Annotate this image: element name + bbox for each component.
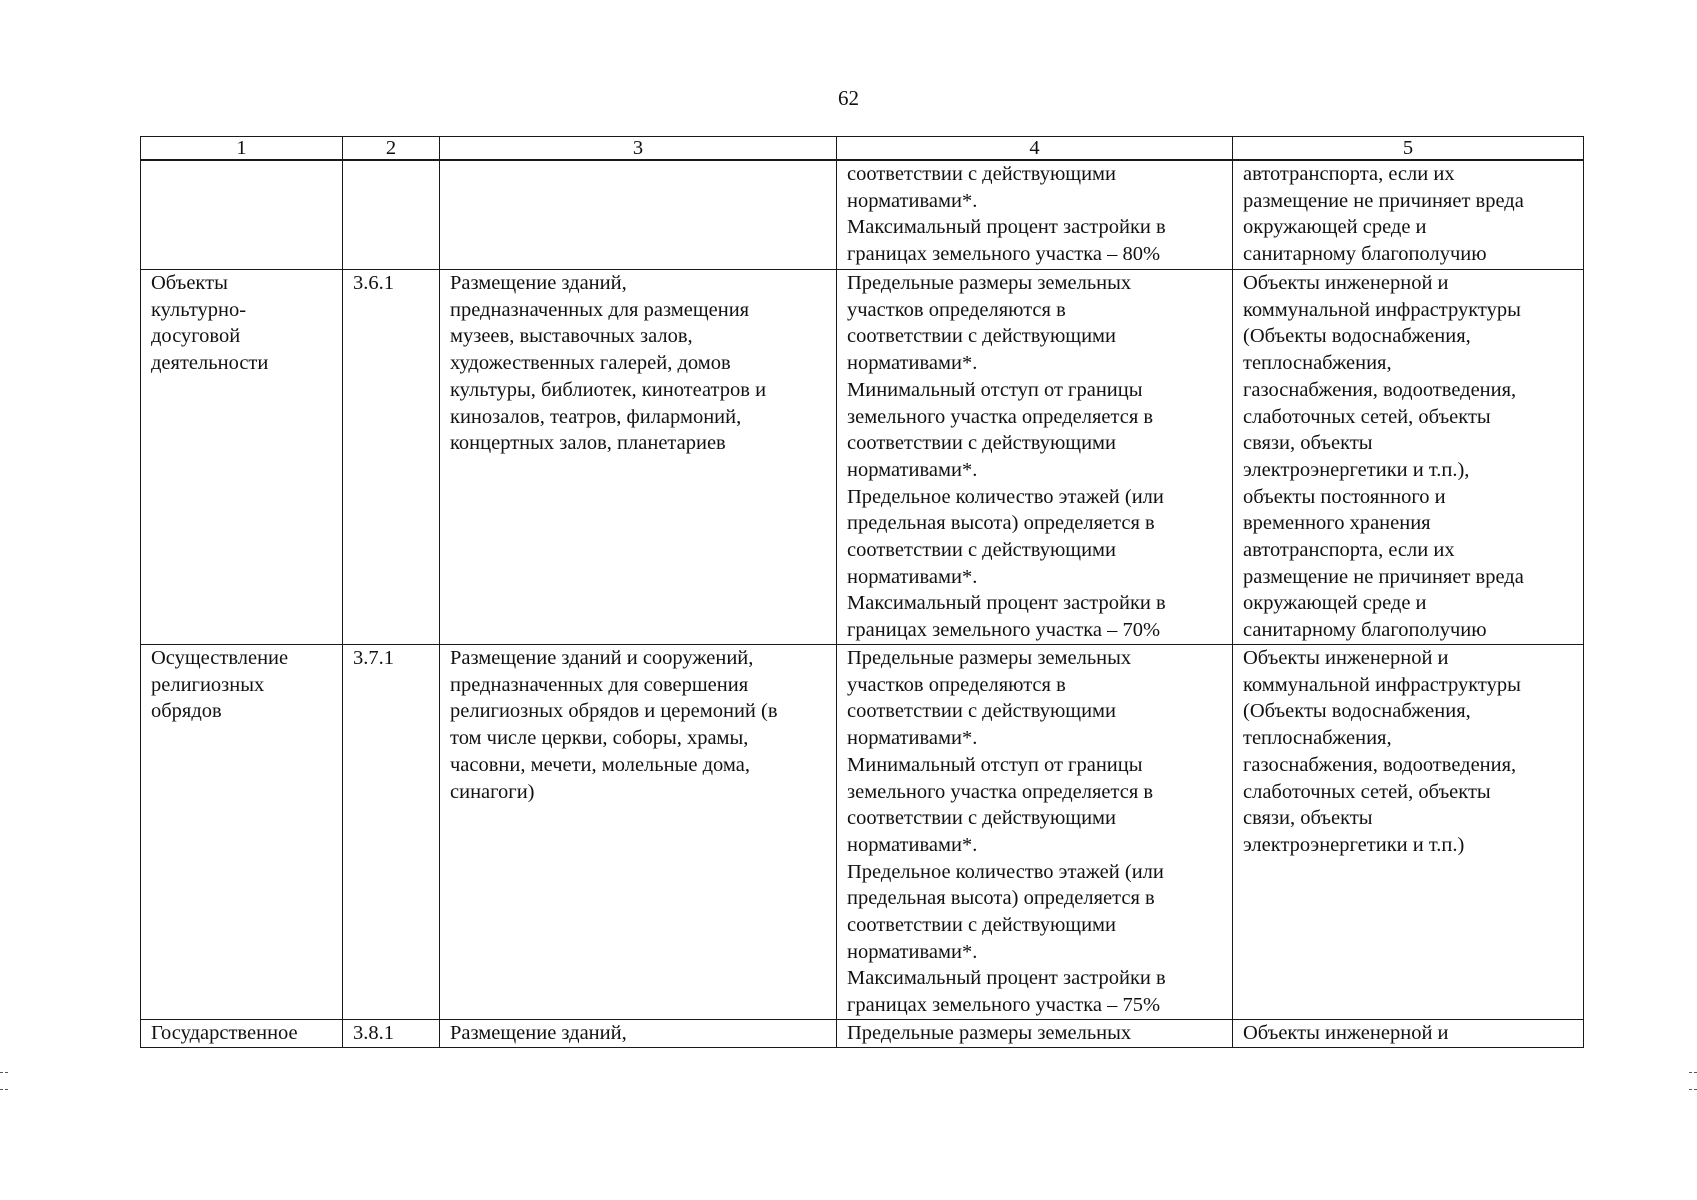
description-cell: Размещение зданий,: [440, 1020, 837, 1048]
auxiliary-uses-cell: Объекты инженерной и коммунальной инфраструктуры (Объекты водоснабжения, теплоснабжения, газоснабжения, водоотведения, слаботочных сетей, объекты связи, объекты электроэнергетики и т.п.), объекты постоянного и временного хранения автотранспорта, если их размещение не причиняет вреда окружающей среде и санитарному благополучию: [1233, 270, 1584, 645]
use-type-cell: [141, 160, 343, 270]
description-cell: Размещение зданий, предназначенных для размещения музеев, выставочных залов, художественных галерей, домов культуры, библиотек, кинотеатров и кинозалов, театров, филармоний, концертных залов, планетариев: [440, 270, 837, 645]
parameters-cell: соответствии с действующими нормативами*. Максимальный процент застройки в границах земельного участка – 80%: [837, 160, 1233, 270]
description-cell: [440, 160, 837, 270]
column-header: 5: [1233, 137, 1584, 161]
auxiliary-uses-cell: Объекты инженерной и: [1233, 1020, 1584, 1048]
code-cell: 3.8.1: [343, 1020, 440, 1048]
auxiliary-uses-cell: Объекты инженерной и коммунальной инфраструктуры (Объекты водоснабжения, теплоснабжения, газоснабжения, водоотведения, слаботочных сетей, объекты связи, объекты электроэнергетики и т.п.): [1233, 645, 1584, 1020]
column-header: 1: [141, 137, 343, 161]
column-header: 2: [343, 137, 440, 161]
parameters-cell: Предельные размеры земельных: [837, 1020, 1233, 1048]
parameters-cell: Предельные размеры земельных участков определяются в соответствии с действующими нормативами*. Минимальный отступ от границы земельного участка определяется в соответствии с действующими нормативами*. Предельное количество этажей (или предельная высота) определяется в соответствии с действующими нормативами*. Максимальный процент застройки в границах земельного участка – 75%: [837, 645, 1233, 1020]
regulations-table: [140, 136, 1584, 1048]
column-header: 4: [837, 137, 1233, 161]
use-type-cell: Государственное: [141, 1020, 343, 1048]
page-number: 62: [838, 86, 859, 110]
code-cell: 3.6.1: [343, 270, 440, 645]
code-cell: 3.7.1: [343, 645, 440, 1020]
table-row: [141, 1020, 1584, 1048]
table-header-row: [141, 137, 1584, 161]
parameters-cell: Предельные размеры земельных участков определяются в соответствии с действующими нормативами*. Минимальный отступ от границы земельного участка определяется в соответствии с действующими нормативами*. Предельное количество этажей (или предельная высота) определяется в соответствии с действующими нормативами*. Максимальный процент застройки в границах земельного участка – 70%: [837, 270, 1233, 645]
table-row: [141, 270, 1584, 645]
code-cell: [343, 160, 440, 270]
column-header: 3: [440, 137, 837, 161]
use-type-cell: Осуществление религиозных обрядов: [141, 645, 343, 1020]
use-type-cell: Объекты культурно- досуговой деятельности: [141, 270, 343, 645]
table-row: [141, 645, 1584, 1020]
scan-edge-mark-left: [0, 1072, 8, 1090]
scan-edge-mark-right: [1689, 1072, 1697, 1090]
description-cell: Размещение зданий и сооружений, предназначенных для совершения религиозных обрядов и церемоний (в том числе церкви, соборы, храмы, часовни, мечети, молельные дома, синагоги): [440, 645, 837, 1020]
table-row: [141, 160, 1584, 270]
auxiliary-uses-cell: автотранспорта, если их размещение не причиняет вреда окружающей среде и санитарному благополучию: [1233, 160, 1584, 270]
